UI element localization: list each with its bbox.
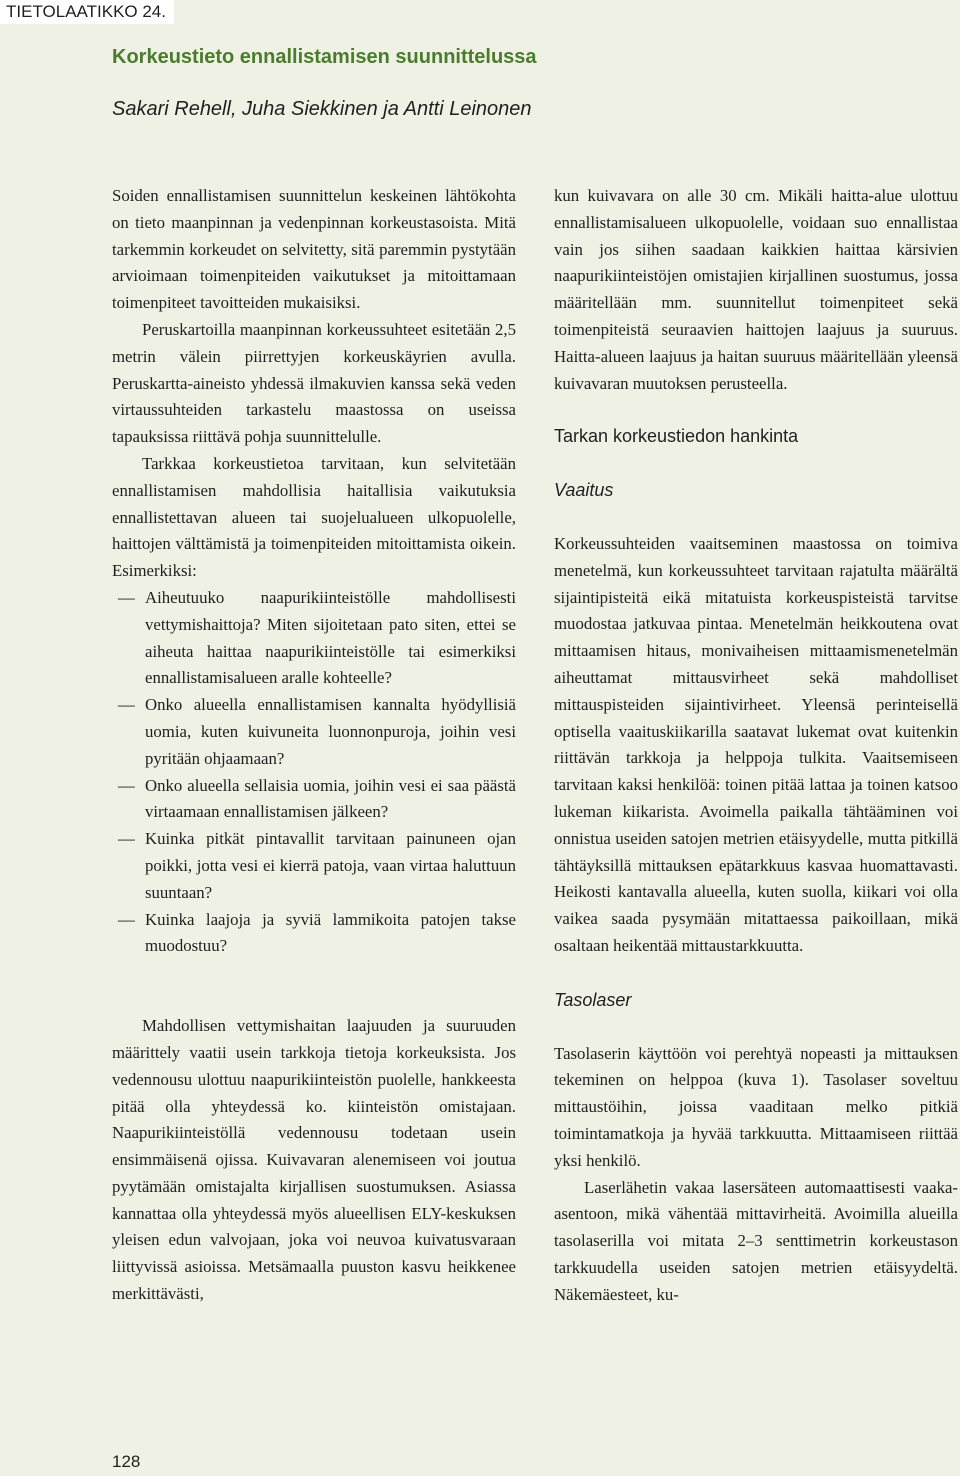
- list-item: — Kuinka pitkät pintavallit tarvitaan painuneen ojan poikki, jotta vesi ei kierrä patoja, vaan virtaa haluttuun suuntaan?: [112, 826, 516, 906]
- subsection-heading-tasolaser: Tasolaser: [554, 989, 632, 1010]
- section-heading: Tarkan korkeustiedon hankinta: [554, 426, 799, 447]
- paragraph: Korkeussuhteiden vaaitseminen maastossa on toimiva menetelmä, kun korkeussuhteet tarvitaan rajatulta määrältä sijaintipisteitä eikä mitatuista korkeuspisteistä tarvitse muodostaa jatkuvaa pintaa. Menetelmän heikkoutena ovat mittaamisen hitaus, monivaiheisen mittaamismenetelmän aiheuttamat mittausvirheet sekä mahdolliset mittauspisteiden sijaintivirheet. Yleensä perinteisellä optisella vaaituskiikarilla saatavat lukemat ovat kuitenkin riittävän tarkkoja ja helppoja tulkita. Vaaitsemiseen tarvitaan kaksi henkilöä: toinen pitää lattaa ja toinen katsoo lukeman kiikarista. Avoimella paikalla tähtääminen voi onnistua useiden satojen metrien etäisyydelle, mutta pitkillä tähtäyksillä mittauksen epätarkkuus kasvaa huomattavasti. Heikosti kantavalla alueella, kuten suolla, kiikari voi olla vaikea saada pysymään mitattaessa paikoillaan, mikä osaltaan heikentää mittaustarkkuutta.: [554, 533, 958, 955]
- paragraph: Peruskartoilla maanpinnan korkeussuhteet esitetään 2,5 metrin välein piirrettyjen korkeuskäyrien avulla. Peruskartta-aineisto yhdessä ilmakuvien kanssa sekä veden virtaussuhteiden tarkastelu maastossa on useissa tapauksissa riittävä pohja suunnittelulle.: [112, 319, 516, 447]
- paragraph: Mahdollisen vettymishaitan laajuuden ja suuruuden määrittely vaatii usein tarkkoja tietoja korkeuksista. Jos vedennousu ulottuu naapurikiinteistön puolelle, hankkeesta pitää olla yhteydessä ko. kiinteistön omistajaan. Naapurikiinteistöllä vedennousu todetaan usein ensimmäisenä ojissa. Kuivavaran alenemiseen voi joutua pyytämään omistajalta kirjallisen suostumuksen. Asiassa kannattaa olla yhteydessä myös alueellisen ELY-keskuksen yleisen edun valvojaan, joka voi neuvoa kuivatusvaraan liittyvissä asioissa. Metsämaalla puuston kasvu heikkenee merkittävästi,: [112, 1016, 516, 1304]
- list-item: — Aiheutuuko naapurikiinteistölle mahdollisesti vettymishaittoja? Miten sijoitetaan pato siten, ettei se aiheuta haittaa naapurikiinteistölle tai esimerkiksi ennallistamisalueen aralle kohteelle?: [112, 585, 516, 692]
- list-item: — Kuinka laajoja ja syviä lammikoita patojen takse muodostuu?: [112, 907, 516, 961]
- example-list: [112, 585, 516, 960]
- left-column: [112, 183, 516, 1308]
- spacer: [554, 450, 958, 477]
- article-authors: Sakari Rehell, Juha Siekkinen ja Antti Leinonen: [112, 98, 532, 120]
- spacer: [554, 1014, 958, 1041]
- spacer: [112, 960, 516, 1013]
- series-tag: TIETOLAATIKKO 24.: [0, 0, 174, 24]
- paragraph: Laserlähetin vakaa lasersäteen automaattisesti vaaka-asentoon, mikä vähentää mittavirheitä. Avoimilla alueilla tasolaserilla voi mitata 2–3 senttimetrin korkeustason tarkkuudella useiden satojen metrien etäisyydeltä. Näkemäesteet, ku-: [554, 1177, 958, 1304]
- right-column: [554, 183, 958, 1308]
- subsection-heading-vaaitus: Vaaitus: [554, 480, 614, 501]
- paragraph: Soiden ennallistamisen suunnittelun keskeinen lähtökohta on tieto maanpinnan ja vedenpinnan korkeustasoista. Mitä tarkemmin korkeudet on selvitetty, sitä paremmin pystytään arvioimaan toimenpiteiden vaikutukset ja mitoittamaan toimenpiteet tavoitteiden mukaisiksi.: [112, 186, 516, 313]
- article-title: Korkeustieto ennallistamisen suunnittelussa: [112, 46, 537, 68]
- paragraph: kun kuivavara on alle 30 cm. Mikäli haitta-alue ulottuu ennallistamisalueen ulkopuolelle, voidaan suo ennallistaa vain jos siihen saadaan kaikkien haittaa kärsivien naapurikiinteistöjen omistajien kirjallinen suostumus, jossa määritellään mm. suunnitellut toimenpiteet sekä toimenpiteistä seuraavien haittojen laajuus ja suuruus. Haitta-alueen laajuus ja haitan suuruus määritellään yleensä kuivavaran muutoksen perusteella.: [554, 186, 958, 393]
- list-item: — Onko alueella ennallistamisen kannalta hyödyllisiä uomia, kuten kuivuneita luonnonpuroja, joihin vesi pyritään ohjaamaan?: [112, 692, 516, 772]
- list-item: — Onko alueella sellaisia uomia, joihin vesi ei saa päästä virtaamaan ennallistamisen jälkeen?: [112, 773, 516, 827]
- spacer: [554, 504, 958, 531]
- spacer: [554, 960, 958, 987]
- spacer: [554, 397, 958, 423]
- paragraph: Tasolaserin käyttöön voi perehtyä nopeasti ja mittauksen tekeminen on helppoa (kuva 1). Tasolaser soveltuu mittaustöihin, joissa vaaditaan melko pitkiä toimintamatkoja ja hyvää tarkkuutta. Mittaamiseen riittää yksi henkilö.: [554, 1043, 958, 1170]
- page-number: 128: [112, 1452, 141, 1471]
- paragraph: Tarkkaa korkeustietoa tarvitaan, kun selvitetään ennallistamisen mahdollisia haitallisia vaikutuksia ennallistettavan alueen tai suojelualueen ulkopuolelle, haittojen välttämistä ja toimenpiteiden mitoittamista oikein. Esimerkiksi:: [112, 453, 516, 581]
